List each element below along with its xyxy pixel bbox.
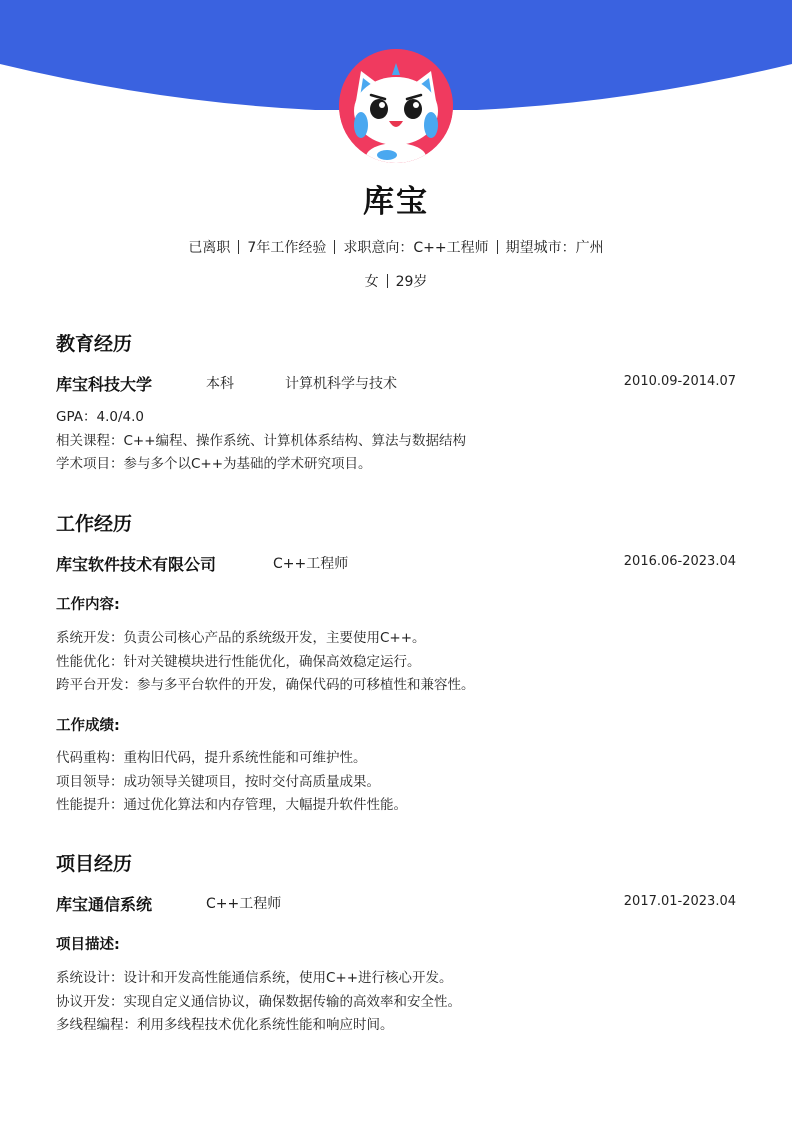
project-desc-line: 系统设计：设计和开发高性能通信系统，使用C++进行核心开发。 bbox=[56, 970, 453, 986]
candidate-name: 库宝 bbox=[363, 184, 429, 220]
company-name: 库宝软件技术有限公司 bbox=[56, 555, 217, 574]
school-name: 库宝科技大学 bbox=[56, 375, 153, 394]
project-desc-list bbox=[56, 967, 736, 1038]
education-entry-header bbox=[56, 372, 736, 394]
work-achievements-list bbox=[56, 747, 736, 818]
degree-text: 本科 bbox=[206, 376, 234, 392]
divider bbox=[387, 274, 388, 288]
work-achievement-line: 性能提升：通过优化算法和内存管理，大幅提升软件性能。 bbox=[56, 797, 407, 813]
divider bbox=[238, 240, 239, 254]
project-date: 2017.01-2023.04 bbox=[623, 894, 736, 909]
age-text: 29岁 bbox=[395, 274, 428, 290]
avatar bbox=[339, 49, 453, 163]
work-content-line: 系统开发：负责公司核心产品的系统级开发，主要使用C++。 bbox=[56, 630, 426, 646]
education-section-title: 教育经历 bbox=[56, 333, 133, 355]
project-name: 库宝通信系统 bbox=[56, 895, 153, 914]
work-entry-header bbox=[56, 552, 736, 574]
education-line: GPA：4.0/4.0 bbox=[56, 409, 144, 425]
work-achievements-title: 工作成绩: bbox=[56, 718, 120, 734]
expected-city-text: 期望城市：广州 bbox=[505, 240, 604, 256]
project-entry-header bbox=[56, 892, 736, 914]
project-desc-line: 协议开发：实现自定义通信协议，确保数据传输的高效率和安全性。 bbox=[56, 993, 461, 1010]
work-role-text: C++工程师 bbox=[273, 556, 349, 572]
major-text: 计算机科学与技术 bbox=[285, 376, 397, 392]
profile-meta-row-1 bbox=[0, 237, 792, 257]
education-date: 2010.09-2014.07 bbox=[623, 374, 736, 389]
project-section-title: 项目经历 bbox=[56, 853, 133, 875]
work-content-line: 性能优化：针对关键模块进行性能优化，确保高效稳定运行。 bbox=[56, 653, 421, 670]
work-section-title: 工作经历 bbox=[56, 513, 133, 535]
profile-meta-row-2 bbox=[0, 271, 792, 291]
education-details bbox=[56, 406, 736, 477]
work-achievement-line: 代码重构：重构旧代码，提升系统性能和可维护性。 bbox=[56, 750, 367, 766]
experience-text: 7年工作经验 bbox=[247, 240, 327, 256]
job-intention-text: 求职意向：C++工程师 bbox=[343, 240, 489, 256]
gender-text: 女 bbox=[364, 274, 379, 290]
project-desc-line: 多线程编程：利用多线程技术优化系统性能和响应时间。 bbox=[56, 1017, 394, 1033]
project-role-text: C++工程师 bbox=[206, 896, 282, 912]
work-content-title: 工作内容: bbox=[56, 597, 120, 613]
status-text: 已离职 bbox=[188, 240, 231, 256]
project-desc-title: 项目描述: bbox=[56, 937, 120, 953]
divider bbox=[334, 240, 335, 254]
cartoon-cat-mascot-icon bbox=[339, 49, 453, 163]
education-line: 相关课程：C++编程、操作系统、计算机体系结构、算法与数据结构 bbox=[56, 432, 467, 449]
divider bbox=[497, 240, 498, 254]
education-line: 学术项目：参与多个以C++为基础的学术研究项目。 bbox=[56, 456, 372, 472]
work-date: 2016.06-2023.04 bbox=[623, 554, 736, 569]
work-content-list bbox=[56, 627, 736, 698]
work-achievement-line: 项目领导：成功领导关键项目，按时交付高质量成果。 bbox=[56, 773, 380, 790]
work-content-line: 跨平台开发：参与多平台软件的开发，确保代码的可移植性和兼容性。 bbox=[56, 677, 475, 693]
